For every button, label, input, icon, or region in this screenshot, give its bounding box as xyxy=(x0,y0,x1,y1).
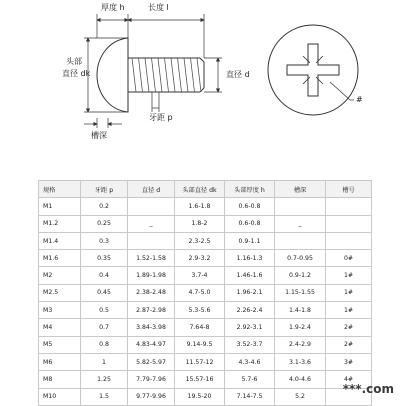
cell-head-diameter: 5.3-5.6 xyxy=(175,302,225,319)
cell-head-height: 2.26-2.4 xyxy=(225,302,275,319)
cell-diameter: 1.52-1.58 xyxy=(128,250,175,267)
cell-slot-depth: _ xyxy=(275,215,326,232)
cell-diameter xyxy=(128,198,175,215)
cell-slot-depth: 0.9-1.2 xyxy=(275,267,326,284)
cell-head-height: 4.3-4.6 xyxy=(225,353,275,370)
cell-head-diameter: 15.57-16 xyxy=(175,371,225,388)
table-row xyxy=(39,302,372,319)
cell-spec: M1.4 xyxy=(39,232,81,249)
header-spec: 规格 xyxy=(39,181,81,198)
cell-slot-number: 1# xyxy=(326,267,372,284)
table-row xyxy=(39,250,372,267)
dim-length xyxy=(128,14,204,58)
cell-pitch: 0.4 xyxy=(81,267,128,284)
table-row xyxy=(39,319,372,336)
cell-slot-depth xyxy=(275,232,326,249)
cell-pitch: 0.7 xyxy=(81,319,128,336)
cell-spec: M1.6 xyxy=(39,250,81,267)
cell-head-height: 1.96-2.1 xyxy=(225,284,275,301)
table-row xyxy=(39,353,372,370)
cell-spec: M2.5 xyxy=(39,284,81,301)
cell-spec: M2 xyxy=(39,267,81,284)
table-row xyxy=(39,371,372,388)
label-pitch: 牙距 p xyxy=(149,113,173,122)
screw-drawing xyxy=(0,0,400,160)
cell-pitch: 1 xyxy=(81,353,128,370)
thread-lines xyxy=(132,58,201,92)
cell-pitch: 1.25 xyxy=(81,371,128,388)
dim-pitch xyxy=(152,92,159,112)
cell-slot-depth: 2.4-2.9 xyxy=(275,336,326,353)
cell-head-height: 2.92-3.1 xyxy=(225,319,275,336)
cell-pitch: 0.25 xyxy=(81,215,128,232)
table-row xyxy=(39,284,372,301)
label-head-height: 厚度 h xyxy=(101,3,125,12)
cell-head-diameter: 9.14-9.5 xyxy=(175,336,225,353)
table-row xyxy=(39,336,372,353)
cell-slot-number: 3# xyxy=(326,353,372,370)
cell-head-diameter: 2.3-2.5 xyxy=(175,232,225,249)
table-header-row xyxy=(39,181,372,198)
cell-slot-number: 2# xyxy=(326,319,372,336)
cell-spec: M4 xyxy=(39,319,81,336)
label-head-diameter-1: 头部 xyxy=(66,57,82,66)
screw-head xyxy=(97,38,128,112)
cell-slot-depth: 5.2 xyxy=(275,388,326,405)
cell-slot-number: 1# xyxy=(326,302,372,319)
cell-pitch: 1.5 xyxy=(81,388,128,405)
cell-diameter: 5.82-5.97 xyxy=(128,353,175,370)
dim-slot-depth xyxy=(84,118,122,128)
cell-spec: M10 xyxy=(39,388,81,405)
cell-head-height: 7.14-7.5 xyxy=(225,388,275,405)
cell-slot-number xyxy=(326,232,372,249)
cell-spec: M6 xyxy=(39,353,81,370)
cell-head-diameter: 1.8-2 xyxy=(175,215,225,232)
cell-diameter: 4.83-4.97 xyxy=(128,336,175,353)
cell-head-diameter: 1.6-1.8 xyxy=(175,198,225,215)
header-diameter: 直径 d xyxy=(128,181,175,198)
cell-diameter xyxy=(128,232,175,249)
header-head-height: 头部厚度 h xyxy=(225,181,275,198)
cell-pitch: 0.35 xyxy=(81,250,128,267)
cell-slot-number xyxy=(326,198,372,215)
cell-spec: M5 xyxy=(39,336,81,353)
cell-slot-depth: 4.0-4.6 xyxy=(275,371,326,388)
label-diameter: 直径 d xyxy=(226,70,250,79)
cell-diameter: 2.38-2.48 xyxy=(128,284,175,301)
cell-spec: M1.2 xyxy=(39,215,81,232)
label-length: 长度 l xyxy=(148,3,169,12)
cell-head-height: 0.9-1.1 xyxy=(225,232,275,249)
label-head-diameter-2: 直径 dk xyxy=(62,69,91,78)
screw-diagram-svg xyxy=(0,0,400,160)
header-slot-number: 槽号 xyxy=(326,181,372,198)
cell-slot-number: 2# xyxy=(326,336,372,353)
cell-diameter: 3.84-3.98 xyxy=(128,319,175,336)
cell-pitch: 0.2 xyxy=(81,198,128,215)
watermark-text: ***.com xyxy=(342,382,394,396)
cell-slot-depth: 1.9-2.4 xyxy=(275,319,326,336)
cell-slot-depth xyxy=(275,198,326,215)
cell-spec: M3 xyxy=(39,302,81,319)
cell-spec: M1 xyxy=(39,198,81,215)
spec-table xyxy=(38,180,372,406)
cell-head-height: 3.52-3.7 xyxy=(225,336,275,353)
cell-head-diameter: 11.57-12 xyxy=(175,353,225,370)
head-top-view xyxy=(268,25,358,115)
header-head-diameter: 头部直径 dk xyxy=(175,181,225,198)
cell-head-height: 0.6-0.8 xyxy=(225,215,275,232)
cell-head-diameter: 19.5-20 xyxy=(175,388,225,405)
table-row xyxy=(39,198,372,215)
cell-slot-number: 0# xyxy=(326,250,372,267)
cell-head-diameter: 3.7-4 xyxy=(175,267,225,284)
cell-slot-depth: 3.1-3.6 xyxy=(275,353,326,370)
cell-head-height: 5.7-6 xyxy=(225,371,275,388)
cell-head-height: 1.46-1.6 xyxy=(225,267,275,284)
cell-slot-depth: 1.15-1.55 xyxy=(275,284,326,301)
cell-head-height: 0.6-0.8 xyxy=(225,198,275,215)
cell-diameter: 9.77-9.96 xyxy=(128,388,175,405)
cell-slot-depth: 0.7-0.95 xyxy=(275,250,326,267)
cell-slot-number: 4# xyxy=(326,371,372,388)
header-slot-depth: 槽深 xyxy=(275,181,326,198)
label-slot-number: # xyxy=(356,95,363,104)
cell-spec: M8 xyxy=(39,371,81,388)
cell-diameter: 1.89-1.98 xyxy=(128,267,175,284)
cell-pitch: 0.8 xyxy=(81,336,128,353)
dim-head-height xyxy=(97,14,128,38)
label-slot-depth: 槽深 xyxy=(91,131,107,140)
cell-slot-depth: 1.4-1.8 xyxy=(275,302,326,319)
table-row xyxy=(39,232,372,249)
table-row xyxy=(39,215,372,232)
cell-pitch: 0.45 xyxy=(81,284,128,301)
cell-diameter: 2.87-2.98 xyxy=(128,302,175,319)
cell-diameter: 7.79-7.96 xyxy=(128,371,175,388)
cell-pitch: 0.5 xyxy=(81,302,128,319)
cell-head-diameter: 2.9-3.2 xyxy=(175,250,225,267)
cell-head-diameter: 4.7-5.0 xyxy=(175,284,225,301)
table-row xyxy=(39,267,372,284)
cell-slot-number xyxy=(326,215,372,232)
cell-head-diameter: 7.64-8 xyxy=(175,319,225,336)
header-pitch: 牙距 p xyxy=(81,181,128,198)
cell-slot-number: 1# xyxy=(326,284,372,301)
cell-diameter: _ xyxy=(128,215,175,232)
table-row xyxy=(39,388,372,405)
cell-head-height: 1.16-1.3 xyxy=(225,250,275,267)
dim-diameter xyxy=(204,58,222,92)
cell-pitch: 0.3 xyxy=(81,232,128,249)
